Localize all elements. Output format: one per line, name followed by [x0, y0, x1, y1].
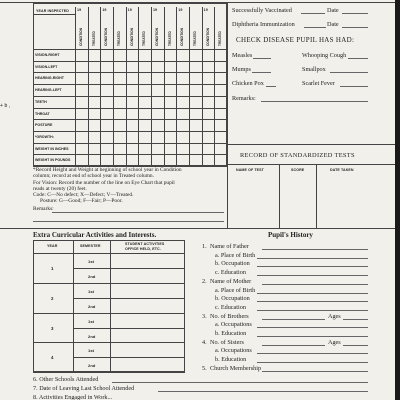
history-item-label: Name of Father: [210, 243, 249, 250]
vaccinated-date-line: [342, 13, 368, 14]
tests-col-date: DATE TAKEN: [330, 168, 354, 172]
notes-remarks-line: [52, 212, 224, 213]
activities-semester: 2nd: [88, 303, 96, 309]
activities-col-activities-1: STUDENT ACTIVITIES: [125, 242, 165, 246]
diphtheria-date-label: Date: [327, 21, 339, 28]
activities-semester: 1st: [88, 259, 95, 264]
check-disease-heading: CHECK DISEASE PUPIL HAS HAD:: [236, 36, 355, 44]
grid-row-label: TEETH: [35, 99, 47, 104]
history-item-line: [257, 362, 368, 363]
mumps-line: [252, 72, 271, 73]
column-label: TREATED: [142, 31, 147, 46]
vaccinated-date-label: Date: [327, 7, 339, 14]
grid-hline: [33, 166, 227, 167]
smallpox-label: Smallpox: [302, 66, 326, 73]
activities-hline: [33, 342, 185, 343]
column-label: CONDITION: [180, 28, 185, 46]
history-item-line: [262, 249, 368, 250]
other-schools-label: 6. Other Schools Attended: [33, 376, 99, 383]
diphtheria-date-line: [342, 27, 368, 28]
margin-mark: + b ,: [0, 103, 11, 109]
tests-col-name: NAME OF TEST: [236, 168, 264, 172]
grid-hline: [33, 108, 227, 109]
activities-year: 1: [51, 265, 54, 271]
activities-semester: 2nd: [88, 363, 96, 369]
immunization-remarks-line: [261, 101, 368, 102]
notes-remarks-line-2: [33, 221, 224, 222]
history-item-ages-line: [343, 319, 368, 320]
tests-header-top: [227, 164, 395, 165]
history-item-number: 5.: [202, 364, 207, 372]
history-item-label: b. Occupation: [215, 295, 250, 303]
note-line-4: reads at twenty (20) feet.: [33, 186, 87, 192]
grid-hline: [33, 96, 227, 97]
grid-row-label: HEARING-RIGHT: [35, 76, 64, 81]
grid-row-label: VISION-RIGHT: [35, 53, 60, 57]
note-line-1: *Record Height and Weight at beginning of school year in Condition: [33, 167, 182, 173]
column-label: TREATED: [218, 31, 223, 46]
date-leaving-label: 7. Date of Leaving Last School Attended: [33, 385, 135, 392]
activities-col-activities-2: OFFICE HELD, ETC.: [125, 247, 161, 251]
history-item-line: [257, 353, 368, 354]
notes-remarks-label: Remarks:: [33, 206, 54, 212]
grid-row-label: WEIGHT IN INCHES: [35, 146, 69, 151]
history-item-number: 2.: [202, 277, 207, 285]
year-header: 19: [152, 8, 158, 12]
activities-divider-2: [110, 240, 111, 372]
tests-col-divider-2: [316, 164, 317, 228]
grid-row-label: *GROWTH:: [35, 134, 54, 139]
column-label: CONDITION: [205, 28, 210, 46]
chicken-pox-label: Chicken Pox: [232, 80, 264, 87]
column-label: CONDITION: [104, 28, 109, 46]
history-item-line: [257, 293, 368, 294]
grid-row-label: POSTURE: [35, 123, 53, 128]
activities-semester: 1st: [88, 348, 95, 354]
grid-hline: [33, 61, 227, 62]
chicken-pox-line: [266, 86, 276, 87]
tests-col-score: SCORE: [291, 168, 305, 172]
history-item-line: [257, 301, 368, 302]
diphtheria-line: [304, 27, 326, 28]
section-separator: [0, 228, 395, 229]
activities-divider-1: [73, 240, 74, 372]
activities-col-year: YEAR: [47, 244, 58, 248]
year-inspected-label: YEAR INSPECTED: [36, 9, 69, 13]
history-item-number: 3.: [202, 312, 207, 320]
grid-row-label: WEIGHT IN POUNDS: [35, 158, 71, 163]
activities-semester: 2nd: [88, 333, 96, 339]
history-heading: Pupil's History: [268, 231, 313, 239]
year-header: 19: [178, 8, 183, 12]
other-schools-line: [112, 382, 368, 383]
note-line-6: Posture: G—Good; F—Fair; P—Poor.: [40, 198, 123, 204]
vaccinated-label: Successfully Vaccinated: [232, 7, 292, 14]
tests-heading: RECORD OF STANDARDIZED TESTS: [240, 152, 355, 159]
history-item-label: c. Education: [215, 303, 246, 311]
year-header: 19: [127, 8, 132, 12]
history-item-line: [257, 275, 368, 276]
activities-table: [33, 240, 185, 372]
history-item-label: a. Occupations: [215, 321, 252, 329]
history-item-label: b. Education: [215, 330, 247, 337]
whooping-cough-label: Whooping Cough: [302, 52, 347, 59]
immunization-remarks-label: Remarks:: [232, 95, 256, 102]
history-item-ages-label: Ages: [328, 312, 341, 320]
scarlet-fever-label: Scarlet Fever: [302, 80, 335, 87]
grid-vline: [227, 7, 228, 166]
grid-hline: [33, 72, 227, 73]
history-item-line: [257, 327, 368, 328]
history-item-number: 1.: [202, 243, 207, 250]
activities-semester: 1st: [88, 288, 95, 294]
history-item-label: a. Occupations: [215, 347, 252, 355]
scarlet-fever-line: [340, 86, 368, 87]
year-header: 19: [102, 8, 107, 12]
grid-hline: [33, 84, 227, 85]
history-item-label: Church Membership: [210, 364, 262, 372]
measles-label: Measles: [232, 52, 253, 59]
activities-year: 4: [51, 355, 54, 361]
activities-heading: Extra Curricular Activities and Interests.: [33, 231, 157, 239]
activities-year: 3: [51, 325, 54, 331]
history-item-label: c. Education: [215, 269, 246, 277]
mumps-label: Mumps: [232, 66, 251, 73]
activities-hline: [33, 283, 185, 284]
column-label: CONDITION: [129, 28, 134, 46]
measles-line: [253, 58, 271, 59]
history-item-ages-line: [343, 345, 368, 346]
column-label: TREATED: [167, 31, 172, 46]
history-item-label: No. of Brothers: [210, 312, 249, 320]
history-item-line: [257, 336, 368, 337]
grid-hline: [33, 131, 227, 132]
year-label-line: [33, 14, 75, 15]
activities-engaged-label: 8. Activities Engaged in Work...: [33, 394, 113, 400]
history-item-label: No. of Sisters: [210, 338, 244, 346]
activities-year: 2: [51, 295, 54, 301]
column-label: CONDITION: [154, 28, 159, 46]
grid-row-label: HEARING-LEFT: [35, 88, 62, 93]
history-item-label: Name of Mother: [210, 277, 252, 285]
smallpox-line: [330, 72, 368, 73]
grid-hline: [33, 119, 227, 120]
column-label: CONDITION: [79, 28, 83, 46]
year-header: 19: [77, 8, 82, 12]
grid-hline: [33, 143, 227, 144]
column-label: TREATED: [91, 31, 96, 46]
activities-semester: 1st: [88, 318, 95, 324]
activities-header-bottom: [33, 253, 185, 254]
grid-row-label: THROAT: [35, 111, 50, 116]
column-label: TREATED: [192, 31, 197, 46]
year-header: 19: [203, 8, 208, 12]
tests-top-border: [227, 144, 395, 145]
note-line-3: For Vision: Record the number of the line on Eye Chart that pupil: [33, 180, 175, 186]
whooping-cough-line: [348, 58, 368, 59]
history-item-ages-label: Ages: [328, 338, 341, 346]
grid-header-bottom: [33, 49, 227, 50]
activities-hline: [33, 372, 185, 373]
vaccinated-line: [301, 13, 325, 14]
column-label: TREATED: [116, 31, 121, 46]
history-item-number: 4.: [202, 338, 207, 346]
activities-semester: 2nd: [88, 273, 96, 279]
history-item-line: [257, 266, 368, 267]
history-item-label: a. Place of Birth: [215, 286, 256, 294]
history-item-line: [257, 310, 368, 311]
history-item-line: [257, 258, 368, 259]
date-leaving-line: [158, 391, 368, 392]
diphtheria-label: Diphtheria Immunization: [232, 21, 295, 28]
grid-row-label: VISION-LEFT: [35, 64, 58, 69]
tests-col-divider-1: [279, 164, 280, 228]
activities-col-semester: SEMESTER: [80, 244, 101, 248]
history-item-label: a. Place of Birth: [215, 251, 256, 259]
history-item-line: [262, 319, 325, 320]
activities-hline: [33, 313, 185, 314]
note-line-5: Code: C—No defect; X—Defect; V—Treated.: [33, 192, 134, 198]
history-item-line: [262, 371, 368, 372]
history-item-line: [262, 345, 325, 346]
history-item-label: b. Education: [215, 356, 247, 364]
grid-hline: [33, 154, 227, 155]
note-line-2: column; record at end of school year in Treated column.: [33, 173, 154, 179]
history-item-line: [262, 284, 368, 285]
history-item-label: b. Occupation: [215, 260, 250, 268]
